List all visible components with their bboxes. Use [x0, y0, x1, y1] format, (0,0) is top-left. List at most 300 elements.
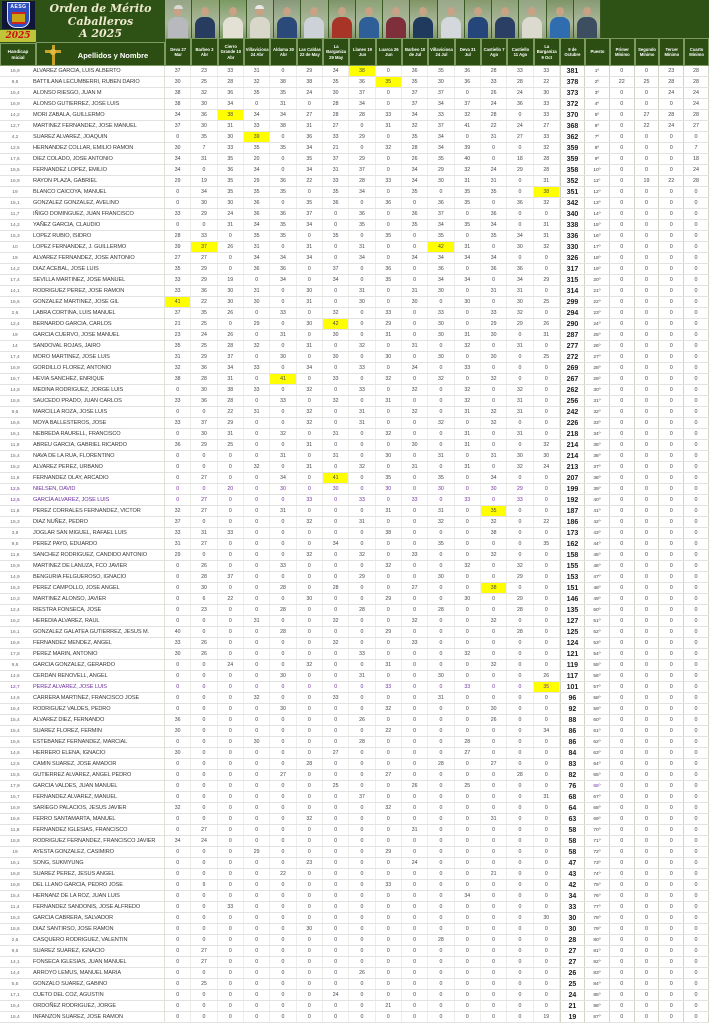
score-cell[interactable]: 30	[349, 297, 375, 307]
score-cell[interactable]: 0	[297, 352, 323, 362]
column-header-minimo[interactable]: Segundo Mínimo	[635, 38, 660, 66]
score-cell[interactable]: 0	[507, 550, 533, 560]
score-cell[interactable]: 36	[428, 264, 454, 274]
score-cell[interactable]: 0	[323, 913, 349, 923]
score-cell[interactable]: 0	[270, 682, 296, 692]
column-header-name-band[interactable]	[36, 42, 165, 66]
score-cell[interactable]: 0	[297, 825, 323, 835]
handicap-cell[interactable]: 16,9	[10, 101, 20, 107]
total-points-cell[interactable]: 326	[560, 253, 585, 263]
score-cell[interactable]: 0	[191, 847, 217, 857]
score-cell[interactable]: 0	[455, 759, 481, 769]
score-cell[interactable]: 0	[481, 594, 507, 604]
total-points-cell[interactable]: 88	[560, 715, 585, 725]
minimo-cell[interactable]: 0	[684, 462, 709, 472]
score-cell[interactable]: 36	[191, 396, 217, 406]
score-cell[interactable]: 35	[455, 187, 481, 197]
score-cell[interactable]: 0	[323, 363, 349, 373]
handicap-cell[interactable]: 16,9	[10, 805, 20, 811]
score-cell[interactable]: 33	[244, 385, 270, 395]
score-cell[interactable]: 0	[455, 814, 481, 824]
minimo-cell[interactable]: 0	[635, 297, 660, 307]
score-cell[interactable]: 31	[244, 286, 270, 296]
score-cell[interactable]: 37	[428, 88, 454, 98]
score-cell[interactable]: 33	[534, 66, 560, 76]
score-cell[interactable]: 30	[428, 352, 454, 362]
score-cell[interactable]: 0	[428, 814, 454, 824]
total-points-cell[interactable]: 352	[560, 176, 585, 186]
minimo-cell[interactable]: 0	[635, 242, 660, 252]
score-cell[interactable]: 31	[165, 352, 191, 362]
minimo-cell[interactable]: 0	[610, 803, 635, 813]
score-cell[interactable]: 0	[349, 935, 375, 945]
score-cell[interactable]: 32	[323, 396, 349, 406]
score-cell[interactable]: 28	[349, 605, 375, 615]
minimo-cell[interactable]: 0	[659, 594, 684, 604]
player-name-cell[interactable]: ALVAREZ FERNANDEZ, JOSE ANTONIO	[30, 253, 165, 263]
score-cell[interactable]: 0	[297, 891, 323, 901]
score-cell[interactable]: 0	[270, 836, 296, 846]
score-cell[interactable]: 0	[165, 737, 191, 747]
score-cell[interactable]: 30	[481, 330, 507, 340]
minimo-cell[interactable]: 0	[610, 110, 635, 120]
score-cell[interactable]: 20	[244, 154, 270, 164]
score-cell[interactable]: 0	[323, 561, 349, 571]
handicap-cell[interactable]: 11,6	[10, 552, 20, 558]
score-cell[interactable]: 0	[244, 99, 270, 109]
score-cell[interactable]: 0	[349, 847, 375, 857]
score-cell[interactable]: 0	[428, 528, 454, 538]
player-name-cell[interactable]: RODRIGUEZ VALDES, PEDRO	[30, 704, 165, 714]
minimo-cell[interactable]: 0	[635, 770, 660, 780]
handicap-cell[interactable]: 11,6	[10, 475, 20, 481]
minimo-cell[interactable]: 0	[684, 924, 709, 934]
score-cell[interactable]: 0	[428, 429, 454, 439]
score-cell[interactable]: 0	[534, 594, 560, 604]
minimo-cell[interactable]: 0	[635, 880, 660, 890]
score-cell[interactable]: 0	[270, 660, 296, 670]
handicap-cell[interactable]: 19	[12, 189, 18, 195]
score-cell[interactable]: 35	[270, 231, 296, 241]
score-cell[interactable]: 0	[270, 737, 296, 747]
minimo-cell[interactable]: 0	[684, 484, 709, 494]
puesto-cell[interactable]: 51º	[585, 616, 610, 626]
player-name-cell[interactable]: NAVA DE LA RUA, FLORENTINO	[30, 451, 165, 461]
score-cell[interactable]: 0	[165, 792, 191, 802]
puesto-cell[interactable]: 71º	[585, 836, 610, 846]
minimo-cell[interactable]: 0	[610, 671, 635, 681]
score-cell[interactable]: 0	[534, 374, 560, 384]
score-cell[interactable]: 0	[244, 429, 270, 439]
score-cell[interactable]: 0	[297, 627, 323, 637]
score-cell[interactable]: 32	[481, 517, 507, 527]
score-cell[interactable]: 0	[165, 913, 191, 923]
score-cell[interactable]: 39	[165, 242, 191, 252]
score-cell[interactable]: 33	[428, 308, 454, 318]
minimo-cell[interactable]: 0	[610, 363, 635, 373]
player-name-cell[interactable]: MARTINEZ ALONSO, JAVIER	[30, 594, 165, 604]
score-cell[interactable]: 29	[297, 66, 323, 76]
score-cell[interactable]: 32	[376, 374, 402, 384]
puesto-cell[interactable]: 60º	[585, 715, 610, 725]
score-cell[interactable]: 28	[270, 583, 296, 593]
minimo-cell[interactable]: 0	[610, 880, 635, 890]
score-cell[interactable]: 36	[507, 264, 533, 274]
score-cell[interactable]: 36	[402, 66, 428, 76]
score-cell[interactable]: 0	[455, 517, 481, 527]
puesto-cell[interactable]: 45º	[585, 550, 610, 560]
score-cell[interactable]: 29	[507, 484, 533, 494]
handicap-cell[interactable]: 2,6	[11, 310, 19, 316]
puesto-cell[interactable]: 46º	[585, 561, 610, 571]
minimo-cell[interactable]: 0	[635, 352, 660, 362]
score-cell[interactable]: 28	[218, 77, 244, 87]
score-cell[interactable]: 32	[297, 517, 323, 527]
score-cell[interactable]: 20	[218, 484, 244, 494]
minimo-cell[interactable]: 0	[610, 957, 635, 967]
score-cell[interactable]: 36	[165, 715, 191, 725]
score-cell[interactable]: 0	[402, 418, 428, 428]
score-cell[interactable]: 0	[165, 902, 191, 912]
player-name-cell[interactable]: YAÑEZ GARCIA, CLAUDIO	[30, 220, 165, 230]
score-cell[interactable]: 0	[402, 242, 428, 252]
score-cell[interactable]: 0	[455, 1001, 481, 1011]
minimo-cell[interactable]: 0	[659, 726, 684, 736]
total-points-cell[interactable]: 30	[560, 913, 585, 923]
score-cell[interactable]: 0	[349, 682, 375, 692]
minimo-cell[interactable]: 0	[684, 374, 709, 384]
score-cell[interactable]: 35	[455, 220, 481, 230]
minimo-cell[interactable]: 0	[635, 847, 660, 857]
score-cell[interactable]: 0	[428, 781, 454, 791]
score-cell[interactable]: 0	[191, 671, 217, 681]
score-cell[interactable]: 0	[428, 836, 454, 846]
score-cell[interactable]: 35	[428, 539, 454, 549]
score-cell[interactable]: 0	[165, 682, 191, 692]
player-name-cell[interactable]: MEDINA RODRIGUEZ, JORGE LUIS	[30, 385, 165, 395]
score-cell[interactable]: 34	[349, 253, 375, 263]
score-cell[interactable]: 28	[507, 770, 533, 780]
score-cell[interactable]: 0	[534, 715, 560, 725]
player-name-cell[interactable]: MARTINEZ DE LANUZA, FCO JAVIER	[30, 561, 165, 571]
score-cell[interactable]: 0	[507, 924, 533, 934]
score-cell[interactable]: 0	[428, 946, 454, 956]
total-points-cell[interactable]: 338	[560, 220, 585, 230]
minimo-cell[interactable]: 0	[635, 308, 660, 318]
score-cell[interactable]: 32	[428, 418, 454, 428]
total-points-cell[interactable]: 214	[560, 440, 585, 450]
player-name-cell[interactable]: LABRA CORTINA, LUIS MANUEL	[30, 308, 165, 318]
score-cell[interactable]: 32	[428, 517, 454, 527]
score-cell[interactable]: 0	[376, 891, 402, 901]
minimo-cell[interactable]: 0	[610, 374, 635, 384]
score-cell[interactable]: 31	[455, 176, 481, 186]
puesto-cell[interactable]: 8º	[585, 143, 610, 153]
handicap-cell[interactable]: 15,5	[10, 772, 20, 778]
minimo-cell[interactable]: 0	[610, 473, 635, 483]
score-cell[interactable]: 0	[323, 1001, 349, 1011]
handicap-cell[interactable]: 16,1	[10, 629, 20, 635]
minimo-cell[interactable]: 0	[610, 462, 635, 472]
score-cell[interactable]: 30	[191, 99, 217, 109]
score-cell[interactable]: 0	[349, 946, 375, 956]
score-cell[interactable]: 34	[507, 275, 533, 285]
score-cell[interactable]: 0	[165, 583, 191, 593]
handicap-cell[interactable]: 14,1	[10, 288, 20, 294]
minimo-cell[interactable]: 0	[610, 649, 635, 659]
score-cell[interactable]: 0	[349, 583, 375, 593]
score-cell[interactable]: 0	[376, 572, 402, 582]
score-cell[interactable]: 30	[402, 297, 428, 307]
minimo-cell[interactable]: 0	[635, 286, 660, 296]
minimo-cell[interactable]: 0	[635, 825, 660, 835]
score-cell[interactable]: 0	[507, 792, 533, 802]
score-cell[interactable]: 0	[455, 583, 481, 593]
score-cell[interactable]: 31	[455, 440, 481, 450]
score-cell[interactable]: 36	[297, 132, 323, 142]
score-cell[interactable]: 0	[244, 858, 270, 868]
score-cell[interactable]: 0	[165, 385, 191, 395]
puesto-cell[interactable]: 55º	[585, 660, 610, 670]
score-cell[interactable]: 30	[165, 748, 191, 758]
total-points-cell[interactable]: 359	[560, 143, 585, 153]
score-cell[interactable]: 0	[455, 935, 481, 945]
puesto-cell[interactable]: 41º	[585, 506, 610, 516]
minimo-cell[interactable]: 0	[659, 781, 684, 791]
score-cell[interactable]: 0	[297, 803, 323, 813]
score-cell[interactable]: 0	[455, 847, 481, 857]
player-name-cell[interactable]: CERDAN RENOVELL, ANGEL	[30, 671, 165, 681]
minimo-cell[interactable]: 0	[635, 264, 660, 274]
score-cell[interactable]: 0	[402, 308, 428, 318]
score-cell[interactable]: 0	[455, 792, 481, 802]
minimo-cell[interactable]: 0	[610, 154, 635, 164]
score-cell[interactable]: 0	[218, 1001, 244, 1011]
total-points-cell[interactable]: 199	[560, 484, 585, 494]
score-cell[interactable]: 34	[428, 132, 454, 142]
minimo-cell[interactable]: 0	[635, 440, 660, 450]
puesto-cell[interactable]: 63º	[585, 748, 610, 758]
score-cell[interactable]: 35	[376, 473, 402, 483]
score-cell[interactable]: 27	[191, 957, 217, 967]
score-cell[interactable]: 0	[481, 495, 507, 505]
score-cell[interactable]: 21	[481, 869, 507, 879]
total-points-cell[interactable]: 86	[560, 737, 585, 747]
score-cell[interactable]: 32	[481, 660, 507, 670]
score-cell[interactable]: 0	[323, 627, 349, 637]
score-cell[interactable]: 0	[534, 396, 560, 406]
minimo-cell[interactable]: 0	[610, 627, 635, 637]
score-cell[interactable]: 0	[323, 847, 349, 857]
score-cell[interactable]: 0	[376, 990, 402, 1000]
score-cell[interactable]: 0	[534, 308, 560, 318]
minimo-cell[interactable]: 0	[659, 242, 684, 252]
score-cell[interactable]: 0	[534, 770, 560, 780]
score-cell[interactable]: 0	[376, 517, 402, 527]
score-cell[interactable]: 0	[244, 528, 270, 538]
total-points-cell[interactable]: 146	[560, 594, 585, 604]
score-cell[interactable]: 0	[191, 616, 217, 626]
score-cell[interactable]: 0	[323, 517, 349, 527]
score-cell[interactable]: 0	[402, 726, 428, 736]
minimo-cell[interactable]: 22	[659, 176, 684, 186]
minimo-cell[interactable]: 0	[684, 220, 709, 230]
score-cell[interactable]: 0	[191, 748, 217, 758]
score-cell[interactable]: 0	[297, 1012, 323, 1022]
puesto-cell[interactable]: 66º	[585, 781, 610, 791]
score-cell[interactable]: 0	[218, 726, 244, 736]
score-cell[interactable]: 0	[218, 473, 244, 483]
score-cell[interactable]: 31	[349, 418, 375, 428]
minimo-cell[interactable]: 0	[684, 308, 709, 318]
score-cell[interactable]: 27	[191, 473, 217, 483]
score-cell[interactable]: 0	[376, 385, 402, 395]
score-cell[interactable]: 0	[244, 539, 270, 549]
player-name-cell[interactable]: BATTILANA LECUMBERRI, RUBEN DARIO	[30, 77, 165, 87]
score-cell[interactable]: 34	[323, 275, 349, 285]
score-cell[interactable]: 35	[323, 187, 349, 197]
score-cell[interactable]: 0	[455, 869, 481, 879]
score-cell[interactable]: 0	[297, 957, 323, 967]
minimo-cell[interactable]: 0	[635, 88, 660, 98]
score-cell[interactable]: 0	[297, 847, 323, 857]
player-name-cell[interactable]: ALONSO GUTIERREZ, JOSE LUIS	[30, 99, 165, 109]
score-cell[interactable]: 31	[349, 242, 375, 252]
score-cell[interactable]: 36	[349, 77, 375, 87]
score-cell[interactable]: 0	[218, 913, 244, 923]
score-cell[interactable]: 0	[323, 594, 349, 604]
score-cell[interactable]: 0	[534, 583, 560, 593]
minimo-cell[interactable]: 0	[635, 154, 660, 164]
score-cell[interactable]: 35	[428, 154, 454, 164]
score-cell[interactable]: 33	[376, 880, 402, 890]
minimo-cell[interactable]: 0	[684, 836, 709, 846]
total-points-cell[interactable]: 317	[560, 264, 585, 274]
score-cell[interactable]: 0	[323, 506, 349, 516]
score-cell[interactable]: 0	[244, 715, 270, 725]
score-cell[interactable]: 0	[481, 627, 507, 637]
minimo-cell[interactable]: 0	[659, 902, 684, 912]
column-header-puesto[interactable]: Puesto	[585, 38, 610, 66]
score-cell[interactable]: 0	[428, 462, 454, 472]
score-cell[interactable]: 0	[297, 902, 323, 912]
score-cell[interactable]: 0	[534, 836, 560, 846]
score-cell[interactable]: 33	[323, 176, 349, 186]
score-cell[interactable]: 0	[534, 385, 560, 395]
score-cell[interactable]: 0	[244, 418, 270, 428]
score-cell[interactable]: 38	[534, 187, 560, 197]
total-points-cell[interactable]: 299	[560, 297, 585, 307]
minimo-cell[interactable]: 0	[684, 935, 709, 945]
score-cell[interactable]: 0	[349, 1012, 375, 1022]
score-cell[interactable]: 31	[218, 374, 244, 384]
score-cell[interactable]: 32	[297, 814, 323, 824]
score-cell[interactable]: 0	[349, 374, 375, 384]
total-points-cell[interactable]: 290	[560, 319, 585, 329]
score-cell[interactable]: 0	[349, 770, 375, 780]
player-name-cell[interactable]: SANCHEZ RODRIGUEZ, CANDIDO ANTONIO	[30, 550, 165, 560]
score-cell[interactable]: 0	[507, 748, 533, 758]
score-cell[interactable]: 33	[323, 132, 349, 142]
score-cell[interactable]: 0	[218, 638, 244, 648]
score-cell[interactable]: 0	[481, 770, 507, 780]
total-points-cell[interactable]: 64	[560, 803, 585, 813]
minimo-cell[interactable]: 0	[684, 187, 709, 197]
minimo-cell[interactable]: 0	[659, 198, 684, 208]
score-cell[interactable]: 28	[297, 759, 323, 769]
player-name-cell[interactable]: PEREZ CORRALES FERNANDEZ, VICTOR	[30, 506, 165, 516]
score-cell[interactable]: 0	[376, 253, 402, 263]
minimo-cell[interactable]: 0	[659, 748, 684, 758]
score-cell[interactable]: 0	[402, 198, 428, 208]
minimo-cell[interactable]: 0	[610, 319, 635, 329]
minimo-cell[interactable]: 25	[635, 77, 660, 87]
score-cell[interactable]: 0	[376, 242, 402, 252]
score-cell[interactable]: 0	[244, 517, 270, 527]
player-name-cell[interactable]: RODRIGUEZ PEREZ, JOSE RAMON	[30, 286, 165, 296]
score-cell[interactable]: 0	[534, 429, 560, 439]
minimo-cell[interactable]: 0	[610, 605, 635, 615]
score-cell[interactable]: 0	[534, 561, 560, 571]
total-points-cell[interactable]: 287	[560, 330, 585, 340]
puesto-cell[interactable]: 65º	[585, 770, 610, 780]
score-cell[interactable]: 0	[428, 594, 454, 604]
total-points-cell[interactable]: 158	[560, 550, 585, 560]
score-cell[interactable]: 0	[376, 88, 402, 98]
minimo-cell[interactable]: 0	[659, 814, 684, 824]
handicap-cell[interactable]: 17,9	[10, 783, 20, 789]
score-cell[interactable]: 28	[481, 110, 507, 120]
minimo-cell[interactable]: 0	[684, 440, 709, 450]
minimo-cell[interactable]: 0	[610, 352, 635, 362]
minimo-cell[interactable]: 0	[684, 583, 709, 593]
minimo-cell[interactable]: 0	[684, 847, 709, 857]
score-cell[interactable]: 0	[402, 682, 428, 692]
score-cell[interactable]: 0	[481, 605, 507, 615]
score-cell[interactable]: 0	[455, 638, 481, 648]
score-cell[interactable]: 0	[191, 517, 217, 527]
score-cell[interactable]: 0	[244, 352, 270, 362]
total-points-cell[interactable]: 135	[560, 605, 585, 615]
score-cell[interactable]: 33	[349, 495, 375, 505]
score-cell[interactable]: 27	[481, 759, 507, 769]
total-points-cell[interactable]: 25	[560, 979, 585, 989]
minimo-cell[interactable]: 22	[610, 77, 635, 87]
player-name-cell[interactable]: SANDOVAL ROJAS, JAIRO	[30, 341, 165, 351]
score-cell[interactable]: 32	[191, 88, 217, 98]
score-cell[interactable]: 0	[376, 946, 402, 956]
score-cell[interactable]: 0	[402, 671, 428, 681]
score-cell[interactable]: 27	[323, 121, 349, 131]
score-cell[interactable]: 0	[349, 858, 375, 868]
score-cell[interactable]: 32	[244, 77, 270, 87]
minimo-cell[interactable]: 0	[659, 297, 684, 307]
score-cell[interactable]: 0	[428, 825, 454, 835]
score-cell[interactable]: 32	[270, 429, 296, 439]
score-cell[interactable]: 0	[402, 319, 428, 329]
score-cell[interactable]: 0	[376, 825, 402, 835]
score-cell[interactable]: 0	[165, 484, 191, 494]
minimo-cell[interactable]: 23	[659, 66, 684, 76]
score-cell[interactable]: 24	[297, 88, 323, 98]
puesto-cell[interactable]: 21º	[585, 286, 610, 296]
minimo-cell[interactable]: 0	[635, 99, 660, 109]
score-cell[interactable]: 0	[244, 506, 270, 516]
handicap-cell[interactable]: 14,1	[10, 959, 20, 965]
puesto-cell[interactable]: 61º	[585, 726, 610, 736]
score-cell[interactable]: 0	[481, 671, 507, 681]
minimo-cell[interactable]: 0	[635, 495, 660, 505]
